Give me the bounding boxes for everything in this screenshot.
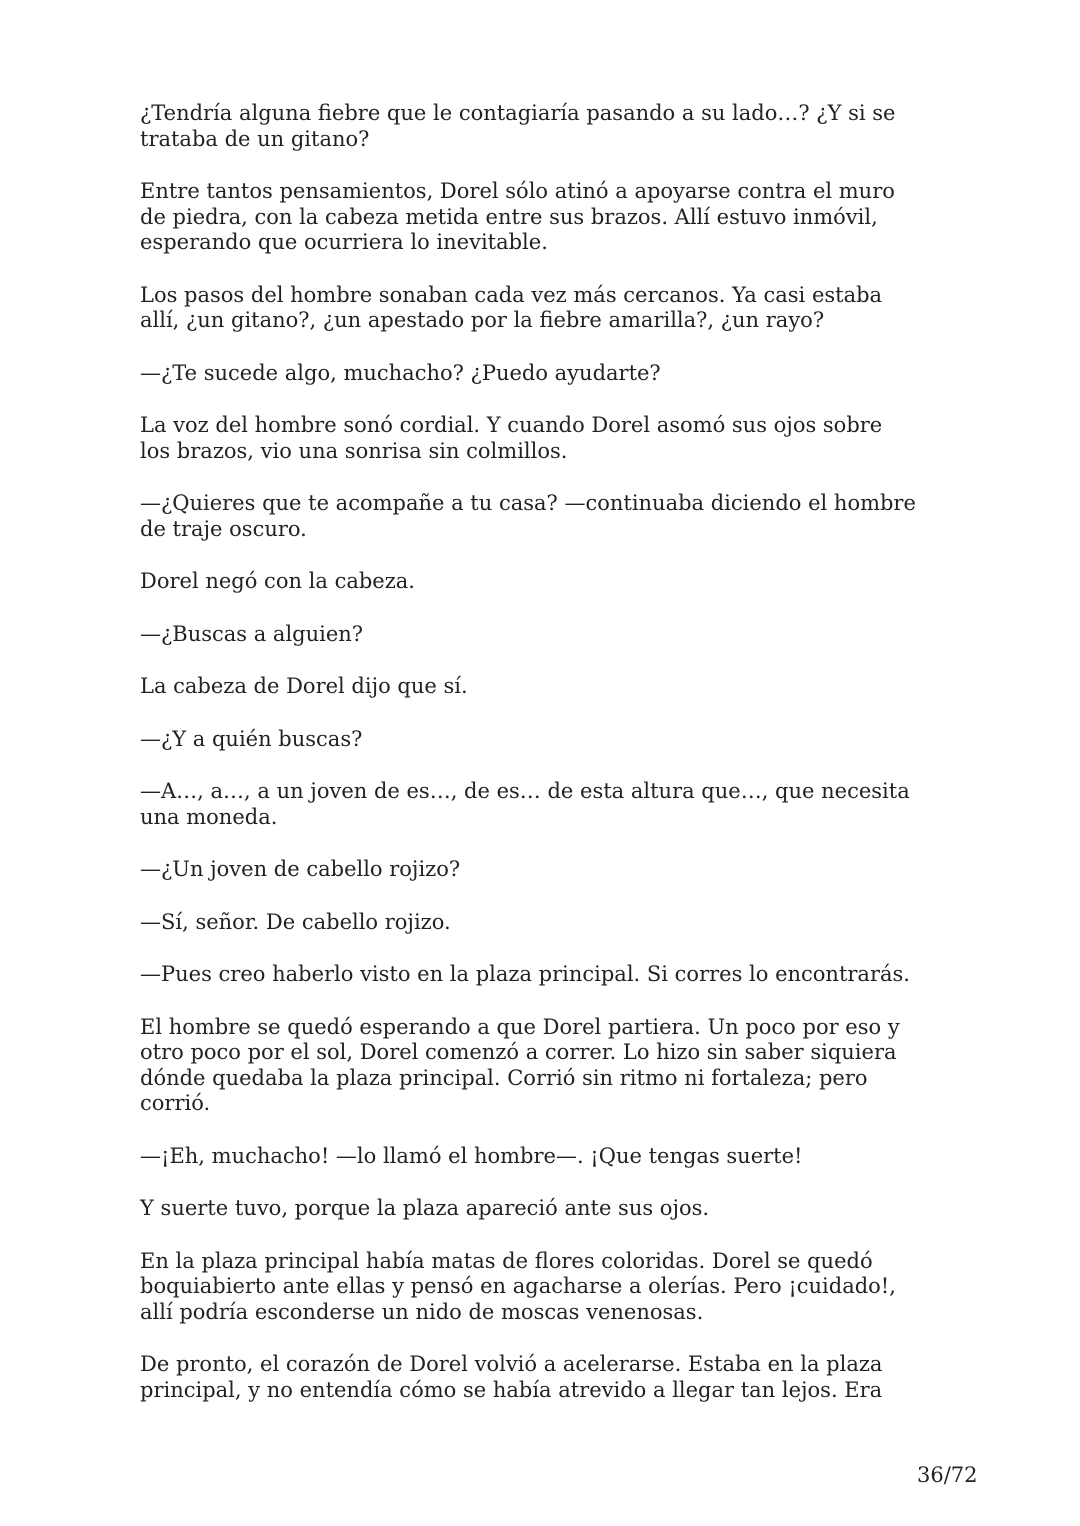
paragraph: El hombre se quedó esperando a que Dorel partiera. Un poco por eso y otro poco por el sol, Dorel comenzó a correr. Lo hizo sin saber siquiera dónde quedaba la plaza principal. Corrió sin ritmo ni fortaleza; pero corrió. — [140, 1014, 900, 1115]
dialogue-line: —¿Te sucede algo, muchacho? ¿Puedo ayudarte? — [140, 360, 661, 385]
dialogue-line: —¡Eh, muchacho! —lo llamó el hombre—. ¡Que tengas suerte! — [140, 1143, 803, 1168]
dialogue-line: —¿Quieres que te acompañe a tu casa? —continuaba diciendo el hombre de traje oscuro. — [140, 491, 916, 541]
paragraph: ¿Tendría alguna fiebre que le contagiaría pasando a su lado…? ¿Y si se trataba de un gitano? — [140, 101, 896, 151]
paragraph: La cabeza de Dorel dijo que sí. — [140, 674, 468, 698]
dialogue-line: —Pues creo haberlo visto en la plaza principal. Si corres lo encontrarás. — [140, 962, 910, 986]
paragraph: Entre tantos pensamientos, Dorel sólo atinó a apoyarse contra el muro de piedra, con la cabeza metida entre sus brazos. Allí estuvo inmóvil, esperando que ocurriera lo inevitable. — [140, 179, 895, 254]
page-body — [140, 101, 950, 1430]
paragraph: La voz del hombre sonó cordial. Y cuando Dorel asomó sus ojos sobre los brazos, vio una sonrisa sin colmillos. — [140, 413, 883, 463]
dialogue-line: —¿Un joven de cabello rojizo? — [140, 857, 461, 881]
paragraph: De pronto, el corazón de Dorel volvió a acelerarse. Estaba en la plaza principal, y no entendía cómo se había atrevido a llegar tan lejos. Era — [140, 1352, 883, 1402]
dialogue-line: —Sí, señor. De cabello rojizo. — [140, 909, 451, 934]
dialogue-line: —¿Y a quién buscas? — [140, 726, 363, 751]
paragraph: Y suerte tuvo, porque la plaza apareció ante sus ojos. — [140, 1196, 710, 1220]
paragraph: Dorel negó con la cabeza. — [140, 569, 415, 593]
paragraph: En la plaza principal había matas de flores coloridas. Dorel se quedó boquiabierto ante ellas y pensó en agacharse a olerías. Pero ¡cuidado!, allí podría esconderse un nido de moscas venenosas. — [140, 1248, 896, 1324]
dialogue-line: —A…, a…, a un joven de es…, de es… de esta altura que…, que necesita una moneda. — [140, 779, 910, 829]
page-number: 36/72 — [917, 1463, 978, 1487]
paragraph: Los pasos del hombre sonaban cada vez más cercanos. Ya casi estaba allí, ¿un gitano?, ¿un apestado por la fiebre amarilla?, ¿un rayo? — [140, 282, 883, 332]
dialogue-line: —¿Buscas a alguien? — [140, 621, 364, 646]
